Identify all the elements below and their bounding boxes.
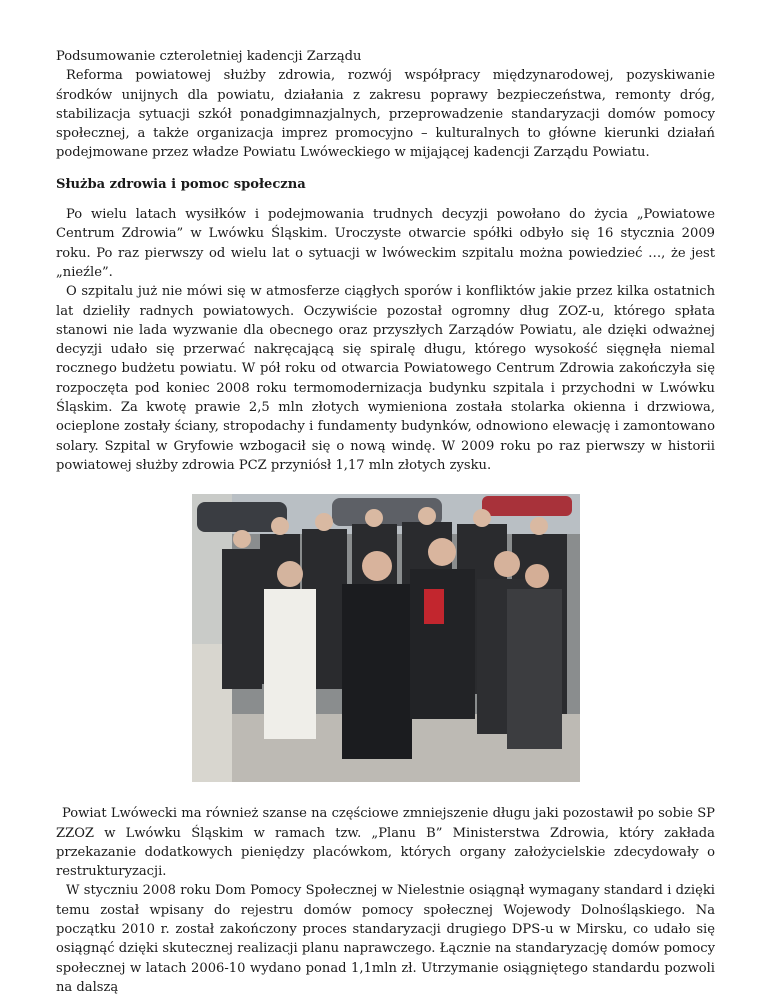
section-heading: Służba zdrowia i pomoc społeczna (56, 176, 306, 192)
paragraph-hospital-debt: O szpitalu już nie mówi się w atmosferze ciągłych sporów i konfliktów jakie przez kilka ostatnich lat dzieliły radnych powiatowych. Oczywiście pozostał ogromny dług ZOZ-u, którego spłata stanowi nie lada wyzwanie dla obecnego oraz przyszłych Zarządów Powiatu, ale dzięki odważnej decyzji udało się przerwać nakręcającą się spiralę długu, którego wysokość sięgnęła niemal rocznego budżetu powiatu. W pół roku od otwarcia Powiatowego Centrum Zdrowia zakończyła się rozpoczęta pod koniec 2008 roku termomodernizacja budynku szpitala i przychodni w Lwówku Śląskim. Za kwotę prawie 2,5 mln złotych wymieniona została stolarka okienna i drzwiowa, ocieplone zostały ściany, stropodachy i fundamenty budynków, odnowiono elewację i zamontowano solary. Szpital w Gryfowie wzbogacił się o nową windę. W 2009 roku po raz pierwszy w historii powiatowej służby zdrowia PCZ przyniósł 1,17 mln złotych zysku. (56, 284, 715, 473)
photo-container (56, 494, 715, 782)
group-photo (192, 494, 580, 782)
paragraph-pcz-opening: Po wielu latach wysiłków i podejmowania trudnych decyzji powołano do życia „Powiatowe Centrum Zdrowia” w Lwówku Śląskim. Uroczyste otwarcie spółki odbyło się 16 stycznia 2009 roku. Po raz pierwszy od wielu lat o sytuacji w lwóweckim szpitalu można powiedzieć …, że jest „nieźle”. (56, 207, 715, 280)
paragraph-plan-b: Powiat Lwówecki ma również szanse na częściowe zmniejszenie długu jaki pozostawił po sobie SP ZZOZ w Lwówku Śląskim w ramach tzw. „Planu B” Ministerstwa Zdrowia, który zakłada przekazanie dodatkowych pieniędzy placówkom, których organy założycielskie zdecydowały o restrukturyzacji. (56, 806, 715, 880)
paragraph-dps-standard: W styczniu 2008 roku Dom Pomocy Społecznej w Nielestnie osiągnął wymagany standard i dzięki temu został wpisany do rejestru domów pomocy społecznej Wojewody Dolnośląskiego. Na początku 2010 r. został zakończony proces standaryzacji drugiego DPS-u w Mirsku, co udało się osiągnąć dzięki skutecznej realizacji planu naprawczego. Łącznie na standaryzację domów pomocy społecznej w latach 2006-10 wydano ponad 1,1mln zł. Utrzymanie osiągniętego standardu pozwoli na dalszą (56, 883, 715, 995)
intro-paragraph: Reforma powiatowej służby zdrowia, rozwój współpracy międzynarodowej, pozyskiwanie środków unijnych dla powiatu, działania z zakresu poprawy bezpieczeństwa, remonty dróg, stabilizacja sytuacji szkół ponadgimnazjalnych, przeprowadzenie standaryzacji domów pomocy społecznej, a także organizacja imprez promocyjno – kulturalnych to główne kierunki działań podejmowane przez władze Powiatu Lwóweckiego w mijającej kadencji Zarządu Powiatu. (56, 68, 715, 161)
document-page (56, 47, 715, 997)
document-title: Podsumowanie czteroletniej kadencji Zarządu (56, 49, 362, 64)
